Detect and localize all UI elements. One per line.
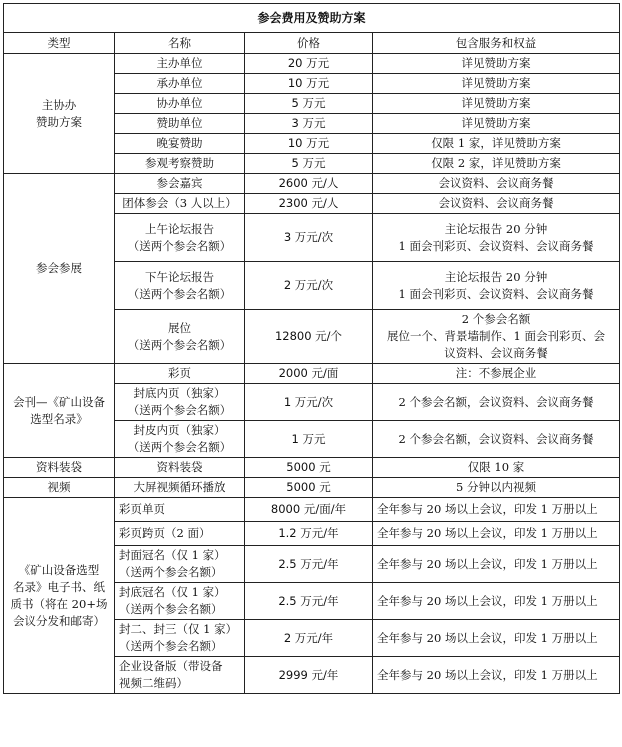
price-cell: 3 万元/次 bbox=[245, 214, 373, 262]
name-cell bbox=[115, 546, 245, 583]
cell-line: 视频二维码） bbox=[119, 676, 188, 690]
header-benefits: 包含服务和权益 bbox=[373, 33, 620, 54]
name-cell bbox=[115, 262, 245, 310]
cell-line: 2 个参会名额，会议资料、会议商务餐 bbox=[398, 431, 594, 446]
benefits-cell bbox=[373, 384, 620, 421]
table-title: 参会费用及赞助方案 bbox=[4, 4, 620, 33]
cell-line: 注：不参展企业 bbox=[455, 366, 537, 380]
cell-line: 上午论坛报告 bbox=[145, 221, 214, 236]
benefits-cell bbox=[373, 134, 620, 154]
price-cell: 5000 元 bbox=[245, 478, 373, 498]
cell-line: 全年参与 20 场以上会议，印发 1 万册以上 bbox=[377, 667, 598, 682]
cell-line: 全年参与 20 场以上会议，印发 1 万册以上 bbox=[377, 630, 598, 645]
benefits-cell bbox=[373, 154, 620, 174]
cell-line: 企业设备版（带设备 bbox=[119, 659, 223, 673]
cell-line: 1 面会刊彩页、会议资料、会议商务餐 bbox=[398, 286, 594, 301]
name-cell bbox=[115, 310, 245, 364]
cell-line: 主协办 bbox=[41, 97, 77, 112]
cell-line: 质书（将在 20+场 bbox=[10, 596, 108, 611]
name-cell bbox=[115, 54, 245, 74]
benefits-cell bbox=[373, 310, 620, 364]
benefits-cell bbox=[373, 478, 620, 498]
name-cell bbox=[115, 194, 245, 214]
cell-line: 《矿山设备选型 bbox=[18, 562, 100, 577]
cell-line: 全年参与 20 场以上会议，印发 1 万册以上 bbox=[377, 502, 598, 516]
table-row bbox=[4, 498, 620, 522]
cell-line: 资料装袋 bbox=[156, 460, 203, 474]
benefits-cell bbox=[373, 620, 620, 657]
price-cell: 12800 元/个 bbox=[245, 310, 373, 364]
name-cell bbox=[115, 214, 245, 262]
cell-line: 展位一个、背景墙制作、1 面会刊彩页、会 bbox=[387, 329, 605, 343]
name-cell bbox=[115, 364, 245, 384]
cell-line: 封面冠名（仅 1 家） bbox=[119, 548, 226, 562]
cell-line: 主论坛报告 20 分钟 bbox=[444, 269, 548, 284]
price-cell: 2.5 万元/年 bbox=[245, 546, 373, 583]
cell-line: 主论坛报告 20 分钟 bbox=[444, 221, 548, 236]
cell-line: 会议分发和邮寄） bbox=[13, 613, 105, 628]
cell-line: 封皮内页（独家） bbox=[133, 423, 226, 437]
cell-line: 会刊—《矿山设备 bbox=[13, 394, 105, 409]
type-cell bbox=[4, 458, 115, 478]
cell-line: 仅限 1 家，详见赞助方案 bbox=[431, 136, 561, 150]
name-cell bbox=[115, 114, 245, 134]
cell-line: （送两个参会名额） bbox=[119, 565, 223, 579]
price-cell: 2 万元/年 bbox=[245, 620, 373, 657]
cell-line: 协办单位 bbox=[156, 96, 203, 110]
cell-line: 晚宴赞助 bbox=[156, 136, 203, 150]
benefits-cell bbox=[373, 94, 620, 114]
price-cell: 20 万元 bbox=[245, 54, 373, 74]
table-row bbox=[4, 364, 620, 384]
cell-line: 会议资料、会议商务餐 bbox=[438, 196, 554, 210]
price-cell: 2000 元/面 bbox=[245, 364, 373, 384]
fee-table bbox=[3, 3, 620, 694]
name-cell bbox=[115, 74, 245, 94]
cell-line: 1 面会刊彩页、会议资料、会议商务餐 bbox=[398, 238, 594, 253]
benefits-cell bbox=[373, 114, 620, 134]
price-cell: 3 万元 bbox=[245, 114, 373, 134]
cell-line: 赞助单位 bbox=[156, 116, 203, 130]
cell-line: 下午论坛报告 bbox=[145, 269, 214, 284]
price-cell: 10 万元 bbox=[245, 74, 373, 94]
price-cell: 2600 元/人 bbox=[245, 174, 373, 194]
name-cell bbox=[115, 134, 245, 154]
cell-line: 详见赞助方案 bbox=[461, 56, 531, 70]
benefits-cell bbox=[373, 262, 620, 310]
name-cell bbox=[115, 154, 245, 174]
cell-line: 选型名录》 bbox=[30, 411, 88, 426]
price-cell: 2300 元/人 bbox=[245, 194, 373, 214]
name-cell bbox=[115, 620, 245, 657]
header-name: 名称 bbox=[115, 33, 245, 54]
cell-line: 彩页单页 bbox=[119, 502, 165, 516]
benefits-cell bbox=[373, 174, 620, 194]
cell-line: 主办单位 bbox=[156, 56, 203, 70]
cell-line: 参会参展 bbox=[36, 261, 82, 275]
cell-line: 封底冠名（仅 1 家） bbox=[119, 585, 226, 599]
cell-line: 彩页跨页（2 面） bbox=[119, 526, 211, 540]
name-cell bbox=[115, 384, 245, 421]
cell-line: 全年参与 20 场以上会议，印发 1 万册以上 bbox=[377, 556, 598, 571]
price-cell: 2.5 万元/年 bbox=[245, 583, 373, 620]
name-cell bbox=[115, 458, 245, 478]
benefits-cell bbox=[373, 74, 620, 94]
type-cell bbox=[4, 174, 115, 364]
cell-line: 仅限 10 家 bbox=[467, 460, 525, 474]
cell-line: 详见赞助方案 bbox=[461, 76, 531, 90]
benefits-cell bbox=[373, 364, 620, 384]
price-cell: 10 万元 bbox=[245, 134, 373, 154]
cell-line: 会议资料、会议商务餐 bbox=[438, 176, 554, 190]
cell-line: 议资料、会议商务餐 bbox=[444, 346, 548, 360]
cell-line: （送两个参会名额） bbox=[119, 602, 223, 616]
name-cell bbox=[115, 522, 245, 546]
cell-line: 2 个参会名额 bbox=[461, 312, 531, 326]
benefits-cell bbox=[373, 583, 620, 620]
benefits-cell bbox=[373, 657, 620, 694]
table-row bbox=[4, 54, 620, 74]
header-price: 价格 bbox=[245, 33, 373, 54]
header-type: 类型 bbox=[4, 33, 115, 54]
name-cell bbox=[115, 583, 245, 620]
price-cell: 5 万元 bbox=[245, 94, 373, 114]
type-cell bbox=[4, 478, 115, 498]
cell-line: 封底内页（独家） bbox=[133, 386, 226, 400]
cell-line: 参观考察赞助 bbox=[145, 156, 214, 170]
price-cell: 5000 元 bbox=[245, 458, 373, 478]
cell-line: 赞助方案 bbox=[36, 114, 82, 129]
name-cell bbox=[115, 174, 245, 194]
cell-line: 5 分钟以内视频 bbox=[456, 480, 536, 494]
name-cell bbox=[115, 94, 245, 114]
table-row bbox=[4, 458, 620, 478]
cell-line: 大屏视频循环播放 bbox=[133, 480, 226, 494]
price-cell: 1.2 万元/年 bbox=[245, 522, 373, 546]
name-cell bbox=[115, 498, 245, 522]
cell-line: 仅限 2 家，详见赞助方案 bbox=[431, 156, 561, 170]
cell-line: 彩页 bbox=[168, 366, 191, 380]
cell-line: 承办单位 bbox=[156, 76, 203, 90]
cell-line: 2 个参会名额，会议资料、会议商务餐 bbox=[398, 394, 594, 409]
cell-line: 资料装袋 bbox=[36, 460, 82, 474]
price-cell: 1 万元 bbox=[245, 421, 373, 458]
cell-line: （送两个参会名额） bbox=[127, 403, 232, 417]
price-cell: 2 万元/次 bbox=[245, 262, 373, 310]
cell-line: （送两个参会名额） bbox=[127, 238, 232, 253]
price-cell: 5 万元 bbox=[245, 154, 373, 174]
cell-line: 团体参会（3 人以上） bbox=[122, 196, 237, 210]
cell-line: 名录》电子书、纸 bbox=[13, 579, 105, 594]
benefits-cell bbox=[373, 194, 620, 214]
benefits-cell bbox=[373, 546, 620, 583]
price-cell: 1 万元/次 bbox=[245, 384, 373, 421]
benefits-cell bbox=[373, 458, 620, 478]
table-row bbox=[4, 478, 620, 498]
benefits-cell bbox=[373, 498, 620, 522]
benefits-cell bbox=[373, 421, 620, 458]
name-cell bbox=[115, 657, 245, 694]
cell-line: （送两个参会名额） bbox=[127, 337, 232, 352]
name-cell bbox=[115, 478, 245, 498]
cell-line: 详见赞助方案 bbox=[461, 96, 531, 110]
cell-line: 展位 bbox=[168, 320, 191, 335]
cell-line: （送两个参会名额） bbox=[119, 639, 223, 653]
price-cell: 2999 元/年 bbox=[245, 657, 373, 694]
cell-line: （送两个参会名额） bbox=[127, 286, 232, 301]
benefits-cell bbox=[373, 54, 620, 74]
cell-line: 全年参与 20 场以上会议，印发 1 万册以上 bbox=[377, 593, 598, 608]
cell-line: 封二、封三（仅 1 家） bbox=[119, 622, 238, 636]
cell-line: 视频 bbox=[47, 480, 71, 494]
benefits-cell bbox=[373, 214, 620, 262]
type-cell bbox=[4, 498, 115, 694]
name-cell bbox=[115, 421, 245, 458]
price-cell: 8000 元/面/年 bbox=[245, 498, 373, 522]
type-cell bbox=[4, 364, 115, 458]
benefits-cell bbox=[373, 522, 620, 546]
cell-line: 参会嘉宾 bbox=[156, 176, 203, 190]
type-cell bbox=[4, 54, 115, 174]
cell-line: 详见赞助方案 bbox=[461, 116, 531, 130]
cell-line: 全年参与 20 场以上会议，印发 1 万册以上 bbox=[377, 526, 598, 540]
cell-line: （送两个参会名额） bbox=[127, 440, 232, 454]
table-row bbox=[4, 174, 620, 194]
